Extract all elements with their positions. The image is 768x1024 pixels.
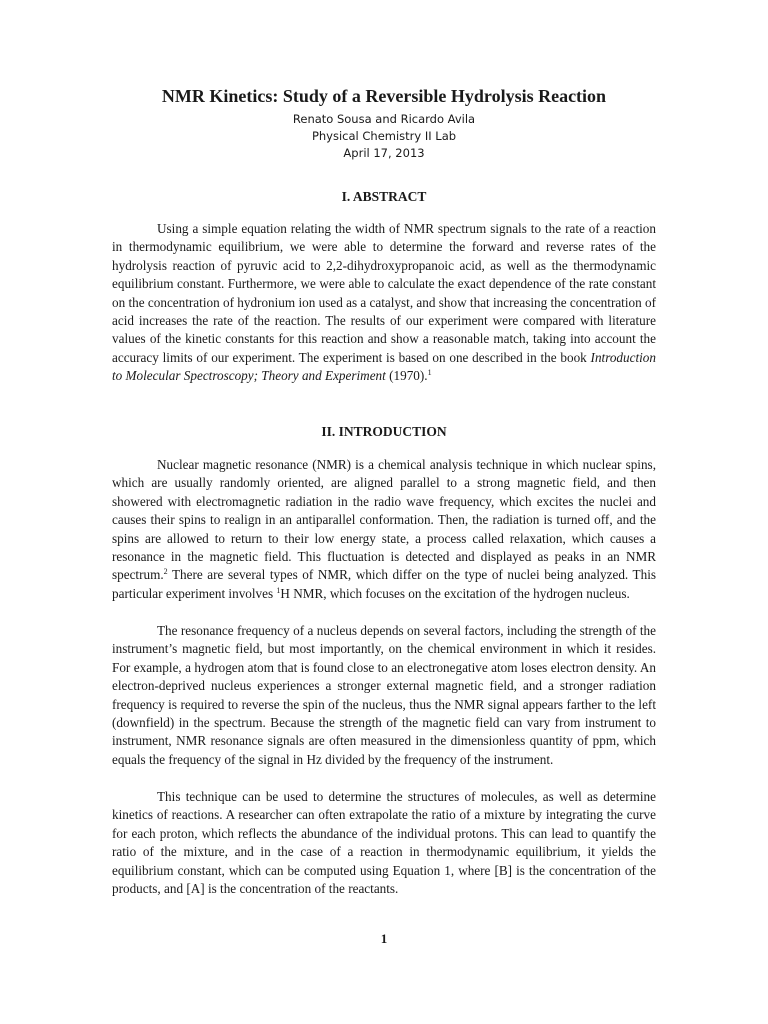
intro-p1-citation: 2	[163, 567, 168, 577]
abstract-paragraph	[112, 220, 656, 386]
abstract-heading: I. ABSTRACT	[341, 189, 427, 204]
introduction-paragraph-2: The resonance frequency of a nucleus depends on several factors, including the strength of the instrument’s magnetic field, but most importantly, on the chemical environment in which it resides. For example, a hydrogen atom that is found close to an electronegative atom loses electron density. An electron-deprived nucleus experiences a stronger external magnetic field, and a stronger radiation frequency is required to reverse the spin of the nucleus, thus the NMR signal appears farther to the left (downfield) in the spectrum. Because the strength of the magnetic field can vary from instrument to instrument, NMR resonance signals are often measured in the dimensionless quantity of ppm, which equals the frequency of the signal in Hz divided by the frequency of the instrument.	[112, 623, 656, 767]
introduction-paragraph-3: This technique can be used to determine the structures of molecules, as well as determine kinetics of reactions. A researcher can often extrapolate the ratio of a mixture by integrating the curve for each proton, which reflects the abundance of the individual protons. This can lead to quantify the ratio of the mixture, and in the case of a reaction in thermodynamic equilibrium, it yields the equilibrium constant, which can be computed using Equation 1, where [B] is the concentration of the products, and [A] is the concentration of the reactants.	[112, 789, 656, 897]
abstract-text: Using a simple equation relating the width of NMR spectrum signals to the rate of a reaction in thermodynamic equilibrium, we were able to determine the forward and reverse rates of the hydrolysis reaction of pyruvic acid to 2,2-dihydroxypropanoic acid, as well as the thermodynamic equilibrium constant. Furthermore, we were able to calculate the exact dependence of the rate constant on the concentration of hydronium ion used as a catalyst, and show that increasing the concentration of acid increases the rate of the reaction. The results of our experiment were compared with literature values of the kinetic constants for this reaction and show a reasonable match, taking into account the accuracy limits of our experiment. The experiment is based on one described in the book	[112, 221, 656, 365]
page-number: 1	[380, 931, 388, 946]
intro-p1-isotope: 1	[276, 585, 281, 595]
abstract-text-end: (1970).	[385, 368, 428, 384]
paper-authors: Renato Sousa and Ricardo Avila	[292, 112, 476, 126]
introduction-paragraph-1	[112, 456, 656, 603]
intro-p1-text-2: There are several types of NMR, which differ on the type of nuclei being analyzed. This particular experiment involves	[112, 567, 656, 601]
abstract-book-title: Introduction to Molecular Spectroscopy; Theory and Experiment	[112, 349, 656, 384]
abstract-citation: 1	[427, 368, 432, 378]
paper-date: April 17, 2013	[343, 146, 425, 160]
introduction-heading: II. INTRODUCTION	[321, 424, 447, 439]
intro-p1-text: Nuclear magnetic resonance (NMR) is a chemical analysis technique in which nuclear spins, which are usually randomly oriented, are aligned parallel to a strong magnetic field, and then showered with electromagnetic radiation in the radio wave frequency, which excites the nuclei and causes their spins to realign in an antiparallel conformation. Then, the radiation is turned off, and the spins are allowed to return to their low energy state, a process called relaxation, which causes a resonance in the magnetic field. This fluctuation is detected and displayed as peaks in an NMR spectrum.	[112, 457, 656, 583]
paper-title: NMR Kinetics: Study of a Reversible Hydrolysis Reaction	[161, 86, 607, 106]
paper-course: Physical Chemistry II Lab	[311, 129, 457, 143]
intro-p1-text-3: H NMR, which focuses on the excitation of the hydrogen nucleus.	[280, 585, 630, 601]
